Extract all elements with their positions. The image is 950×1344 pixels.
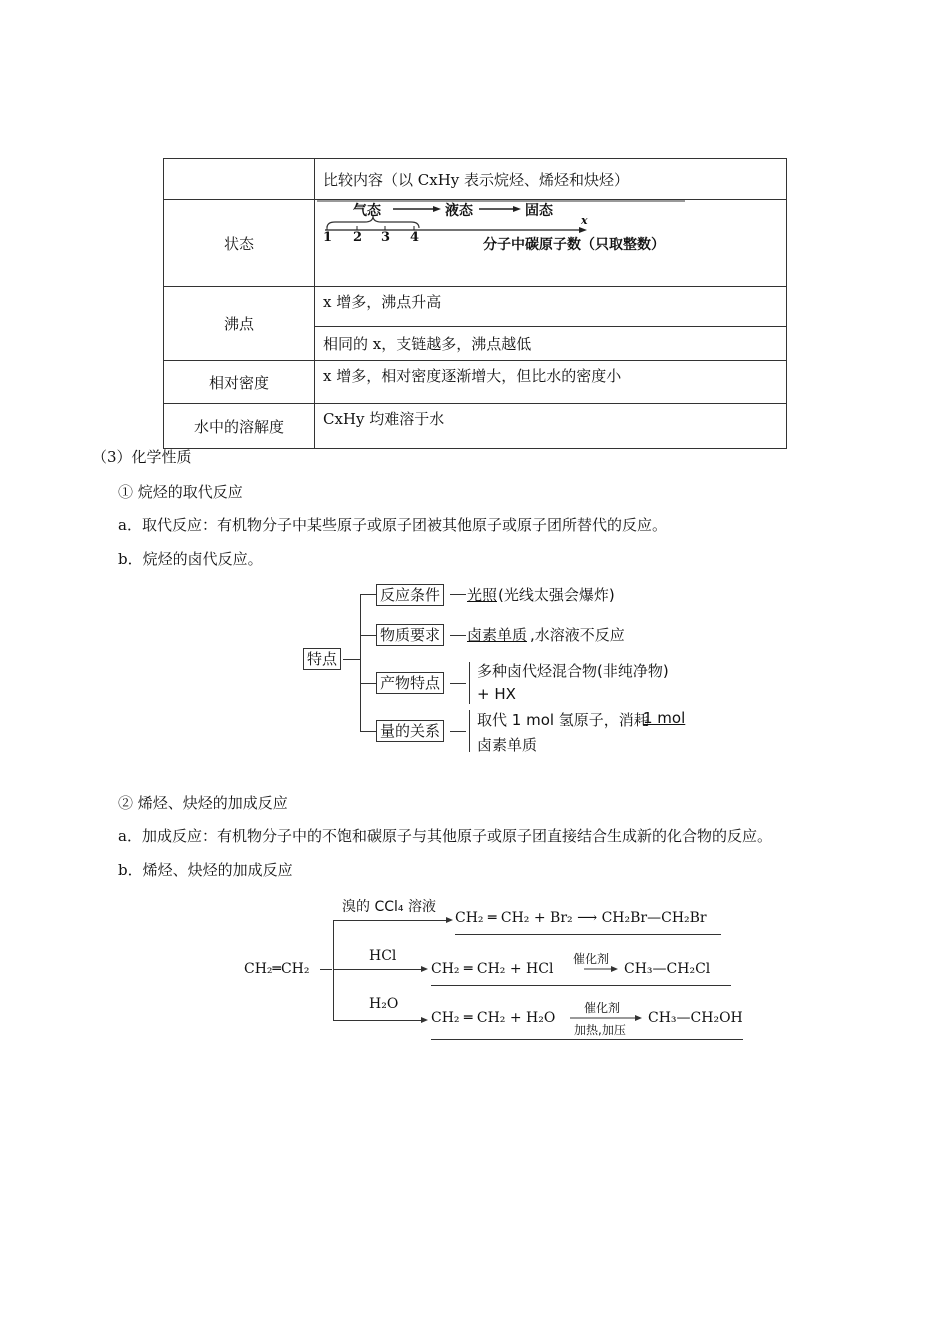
reactant-ethylene: CH₂═CH₂ [244, 961, 310, 977]
state-diagram-cell [315, 200, 787, 287]
hcl-catalyst: 催化剂 [573, 952, 610, 966]
definition-substitution: a．取代反应：有机物分子中某些原子或原子团被其他原子或原子团所替代的反应。 [118, 516, 667, 534]
section-title: （3）化学性质 [92, 448, 192, 466]
axis-caption: 分子中碳原子数（只取整数） [483, 237, 665, 253]
box-product-feature: 产物特点 [376, 672, 444, 694]
tick-4: 4 [410, 230, 420, 245]
row-label-solubility: 水中的溶解度 [164, 404, 315, 449]
axis-arrow-head [579, 227, 587, 233]
row-label-density: 相对密度 [164, 361, 315, 404]
alkane-halogenation-heading: b．烷烃的卤代反应。 [118, 550, 263, 568]
product-line1: 多种卤代烃混合物(非纯净物) [477, 662, 669, 680]
state-liquid: 液态 [445, 203, 473, 219]
product-line2: + HX [477, 685, 516, 703]
table-header: 比较内容（以 CxHy 表示烷烃、烯烃和炔烃） [315, 159, 787, 200]
definition-addition: a．加成反应：有机物分子中的不饱和碳原子与其他原子或原子团直接结合生成新的化合物的反应。 [118, 827, 772, 845]
addition-reactions-heading: b．烯烃、炔烃的加成反应 [118, 861, 293, 879]
tick-3: 3 [381, 230, 391, 245]
water-catalyst: 催化剂 [584, 1001, 621, 1015]
equation-water-left: CH₂ ═ CH₂ + H₂O [431, 1010, 556, 1026]
condition-note: (光线太强会爆炸) [498, 586, 615, 604]
quantity-line1: 取代 1 mol 氢原子，消耗 [477, 711, 649, 729]
requirement-halogen: 卤素单质 [467, 626, 528, 644]
branch2-label: HCl [369, 948, 397, 964]
equation-bromine: CH₂ ═ CH₂ + Br₂ ⟶ CH₂Br—CH₂Br [455, 910, 707, 926]
tick-1: 1 [323, 230, 333, 245]
tick-2: 2 [353, 230, 363, 245]
solubility-text: CxHy 均难溶于水 [315, 404, 787, 449]
requirement-note: ,水溶液不反应 [530, 626, 625, 644]
branch1-label: 溴的 CCl₄ 溶液 [342, 899, 436, 915]
subsection-addition: ② 烯烃、炔烃的加成反应 [118, 794, 288, 812]
state-solid: 固态 [525, 203, 553, 219]
equation-hcl-left: CH₂ ═ CH₂ + HCl [431, 961, 554, 977]
state-gas: 气态 [353, 203, 381, 219]
quantity-amount: 1 mol [643, 709, 686, 727]
equation-water-right: CH₃—CH₂OH [648, 1010, 743, 1026]
condition-light: 光照 [467, 586, 498, 604]
quantity-line2: 卤素单质 [477, 736, 538, 754]
water-conditions: 加热,加压 [574, 1023, 626, 1037]
boiling-line2: 相同的 x，支链越多，沸点越低 [315, 327, 787, 361]
arrow-head-1 [433, 206, 441, 212]
axis-variable: x [581, 214, 588, 227]
subsection-alkane-substitution: ① 烷烃的取代反应 [118, 483, 243, 501]
density-text: x 增多，相对密度逐渐增大，但比水的密度小 [315, 361, 787, 404]
box-quantity-relation: 量的关系 [376, 720, 444, 742]
box-reaction-condition: 反应条件 [376, 584, 444, 606]
arrow-head-2 [513, 206, 521, 212]
table-header-empty-cell [164, 159, 315, 200]
equation-hcl-right: CH₃—CH₂Cl [624, 961, 711, 977]
boiling-line1: x 增多，沸点升高 [315, 287, 787, 327]
branch3-label: H₂O [369, 996, 399, 1012]
row-label-boiling: 沸点 [164, 287, 315, 361]
diagram-root: 特点 [303, 648, 341, 670]
row-label-state: 状态 [164, 200, 315, 287]
box-substance-requirement: 物质要求 [376, 624, 444, 646]
comparison-table [163, 158, 787, 449]
